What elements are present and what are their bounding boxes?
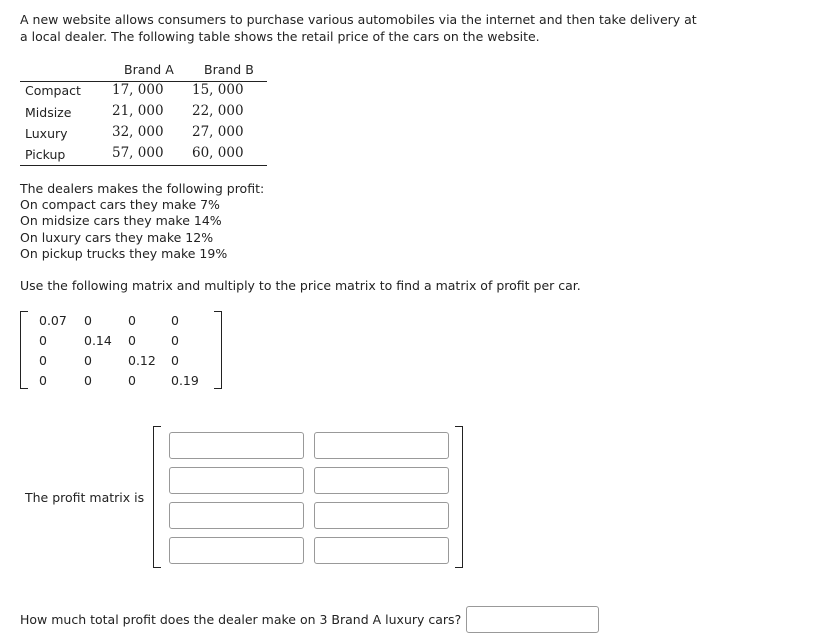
matrix-entry: 0 xyxy=(128,333,136,348)
matrix-entry: 0.19 xyxy=(171,373,199,388)
question-row xyxy=(20,606,599,633)
row-label: Compact xyxy=(25,83,81,98)
matrix-entry: 0 xyxy=(39,333,47,348)
cell: 57, 000 xyxy=(112,145,164,161)
header-brand-b: Brand B xyxy=(204,62,254,77)
profit-matrix-input[interactable] xyxy=(314,432,449,459)
profit-matrix-input[interactable] xyxy=(314,502,449,529)
matrix-entry: 0.14 xyxy=(84,333,112,348)
matrix-entry: 0 xyxy=(171,333,179,348)
profit-matrix-input[interactable] xyxy=(169,502,304,529)
cell: 15, 000 xyxy=(192,82,244,98)
left-bracket xyxy=(20,311,28,389)
profit-line: On midsize cars they make 14% xyxy=(20,213,222,228)
matrix-entry: 0 xyxy=(128,313,136,328)
header-brand-a: Brand A xyxy=(124,62,174,77)
profit-matrix-input[interactable] xyxy=(314,537,449,564)
right-bracket xyxy=(214,311,222,389)
row-label: Midsize xyxy=(25,105,72,120)
matrix-entry: 0 xyxy=(39,373,47,388)
matrix-entry: 0 xyxy=(128,373,136,388)
profit-line: On compact cars they make 7% xyxy=(20,197,220,212)
cell: 17, 000 xyxy=(112,82,164,98)
cell: 22, 000 xyxy=(192,103,244,119)
cell: 60, 000 xyxy=(192,145,244,161)
profit-matrix-input[interactable] xyxy=(169,467,304,494)
matrix-entry: 0 xyxy=(171,353,179,368)
profit-matrix-input[interactable] xyxy=(169,432,304,459)
row-label: Pickup xyxy=(25,147,66,162)
right-bracket xyxy=(455,426,463,568)
matrix-entry: 0.12 xyxy=(128,353,156,368)
profit-matrix-input[interactable] xyxy=(169,537,304,564)
matrix-entry: 0 xyxy=(171,313,179,328)
profit-matrix-label: The profit matrix is xyxy=(25,490,145,505)
matrix-entry: 0 xyxy=(84,313,92,328)
matrix-entry: 0 xyxy=(84,353,92,368)
matrix-entry: 0 xyxy=(84,373,92,388)
left-bracket xyxy=(153,426,161,568)
intro-line-1: A new website allows consumers to purchase various automobiles via the internet and then take delivery at xyxy=(20,12,697,27)
matrix-entry: 0 xyxy=(39,353,47,368)
question: How much total profit does the dealer make on 3 Brand A luxury cars? xyxy=(20,612,462,627)
cell: 27, 000 xyxy=(192,124,244,140)
cell: 21, 000 xyxy=(112,103,164,119)
cell: 32, 000 xyxy=(112,124,164,140)
profit-line: On luxury cars they make 12% xyxy=(20,230,214,245)
matrix-entry: 0.07 xyxy=(39,313,67,328)
profit-matrix-input[interactable] xyxy=(314,467,449,494)
intro-line-2: a local dealer. The following table shows the retail price of the cars on the website. xyxy=(20,29,540,44)
profit-line: On pickup trucks they make 19% xyxy=(20,246,228,261)
instruction: Use the following matrix and multiply to the price matrix to find a matrix of profit per car. xyxy=(20,278,581,293)
profit-line: The dealers makes the following profit: xyxy=(20,181,265,196)
row-label: Luxury xyxy=(25,126,68,141)
answer-input[interactable] xyxy=(466,606,599,633)
table-bottom-rule xyxy=(20,165,267,166)
